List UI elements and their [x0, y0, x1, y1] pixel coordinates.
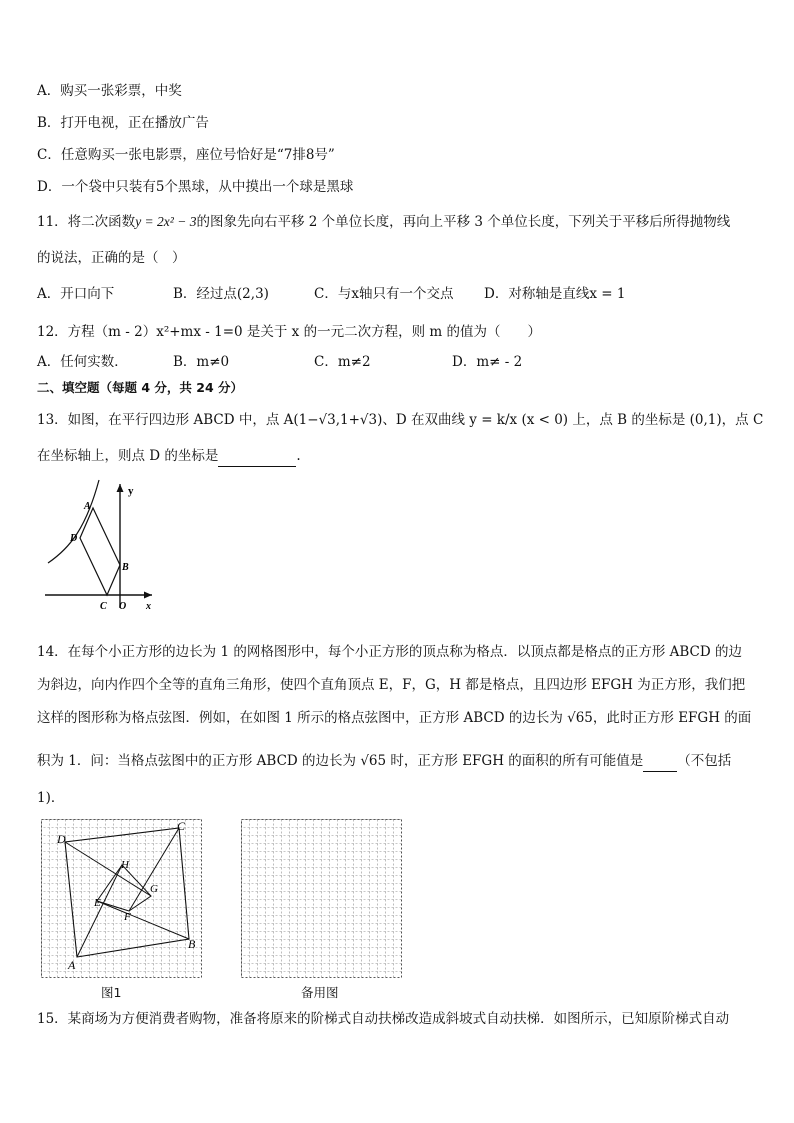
q14-line1: 14．在每个小正方形的边长为 1 的网格图形中，每个小正方形的顶点称为格点．以顶点都是格点的正方形 ABCD 的边	[37, 644, 743, 660]
label-d: D	[70, 533, 78, 544]
y-axis-arrow	[117, 484, 124, 492]
q12-option-a: A．任何实数．	[37, 354, 128, 370]
parallelogram-abcd	[80, 508, 120, 595]
section-title: 二、填空题（每题 4 分，共 24 分）	[37, 380, 244, 395]
fig1-label-c: C	[177, 819, 186, 833]
q11-function: y = 2x² − 3	[135, 214, 197, 229]
q14-line4	[37, 751, 758, 772]
label-a: A	[84, 501, 91, 512]
label-x: x	[146, 601, 151, 612]
q13-text: 在坐标轴上，则点 D 的坐标是	[37, 448, 219, 464]
label-b: B	[122, 562, 129, 573]
q14-line4-text: 积为 1．问：当格点弦图中的正方形 ABCD 的边长为 √65 时，正方形 EFGH 的面积的所有可能值是	[37, 753, 644, 769]
fig1-label-h: H	[121, 859, 129, 871]
answer-blank	[218, 446, 296, 467]
q14-figure-backup	[240, 818, 404, 980]
q11-stem	[37, 212, 758, 232]
label-o: O	[119, 601, 127, 612]
q10-option-d: D．一个袋中只装有5个黑球，从中摸出一个球是黑球	[37, 179, 354, 195]
q11-option-d: D．对称轴是直线x = 1	[484, 286, 626, 302]
q14-line3: 这样的图形称为格点弦图．例如，在如图 1 所示的格点弦图中，正方形 ABCD 的边长为 √65，此时正方形 EFGH 的面	[37, 710, 752, 726]
q13-stem: 13．如图，在平行四边形 ABCD 中，点 A(1−√3,1+√3)、D 在双曲线 y = k/x (x < 0) 上，点 B 的坐标是 (0,1)，点 C	[37, 412, 764, 428]
q11-option-c: C．与x轴只有一个交点	[314, 286, 454, 302]
q12-option-c: C．m≠2	[314, 354, 371, 370]
q11-text-before: 11．将二次函数	[37, 214, 136, 230]
fig1-label-g: G	[150, 883, 158, 895]
fig1-caption: 图1	[101, 985, 122, 1000]
fig1-label-d: D	[57, 832, 66, 846]
q14-line5: 1)．	[37, 790, 65, 806]
q13-figure	[40, 478, 165, 613]
q12-option-b: B．m≠0	[173, 354, 230, 370]
q15-line1: 15．某商场为方便消费者购物，准备将原来的阶梯式自动扶梯改造成斜坡式自动扶梯．如图所示，已知原阶梯式自动	[37, 1011, 730, 1027]
q13-stem-line2	[37, 446, 758, 467]
grid	[242, 820, 402, 978]
hyperbola-curve	[48, 480, 99, 563]
fig2-caption: 备用图	[301, 985, 339, 1000]
q11-option-a: A．开口向下	[37, 286, 115, 302]
q12-stem: 12．方程（m - 2）x²+mx - 1=0 是关于 x 的一元二次方程，则 m 的值为（ ）	[37, 324, 541, 340]
fig1-label-f: F	[124, 911, 131, 923]
q12-option-d: D．m≠ - 2	[452, 354, 523, 370]
q11-stem-line2: 的说法，正确的是（ ）	[37, 250, 186, 266]
q10-option-c: C．任意购买一张电影票，座位号恰好是“7排8号”	[37, 147, 335, 163]
q14-line4-end: （不包括	[677, 753, 732, 769]
x-axis-arrow	[144, 592, 152, 599]
q11-text-after: 的图象先向右平移 2 个单位长度，再向上平移 3 个单位长度，下列关于平移后所得抛物线	[196, 214, 731, 230]
fig1-label-e: E	[94, 897, 101, 909]
q11-option-b: B．经过点(2,3)	[173, 286, 269, 302]
label-c: C	[100, 601, 107, 612]
q14-figure-1	[40, 818, 204, 980]
label-y: y	[128, 485, 134, 497]
answer-blank	[643, 751, 677, 772]
fig1-label-b: B	[188, 937, 196, 951]
q10-option-a: A．购买一张彩票，中奖	[37, 83, 182, 99]
fig1-label-a: A	[68, 958, 76, 972]
q10-option-b: B．打开电视，正在播放广告	[37, 115, 209, 131]
q14-line2: 为斜边，向内作四个全等的直角三角形，使四个直角顶点 E，F，G，H 都是格点，且四边形 EFGH 为正方形，我们把	[37, 677, 746, 693]
q13-end: .	[296, 448, 301, 464]
